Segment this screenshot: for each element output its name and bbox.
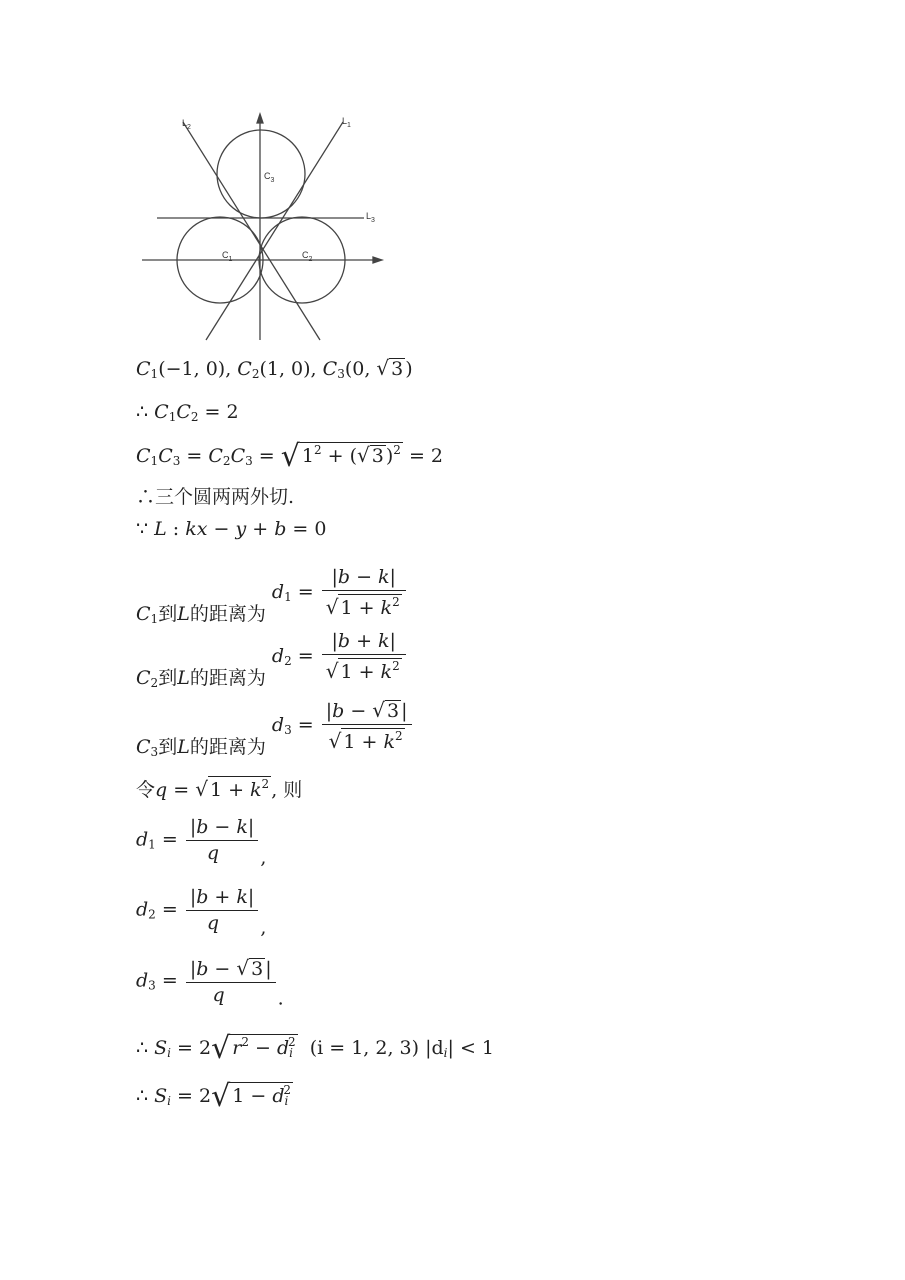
x-axis-arrow [373, 257, 382, 263]
label-c1: $C_1$ [222, 250, 233, 263]
circle-c3 [217, 130, 305, 218]
line-l1 [206, 122, 343, 340]
label-l1: $L_1$ [342, 116, 351, 129]
d3-q-line: $d_3$ = $\frac{|b - √ 3 |}{q}$ . [136, 956, 284, 1010]
d1-line: $C_1$到L的距离为 $d_1$ = $\frac{|b - k|}{√ 1 + k^2}$ [136, 568, 408, 625]
si-final-line: ∴ $S_i = 2√$ $1 - d_i^2$ [136, 1079, 291, 1114]
d2-q-line: $d_2$ = $\frac{|b + k|}{q}$ , [136, 886, 267, 939]
d3-line: $C_3$到L的距离为 $d_3$ = $\frac{|b - √ 3 |}{√ 1 + k^2}$ [136, 700, 414, 758]
c1c2-line: ∴ $C_1C_2 = 2$ [136, 401, 239, 424]
d2-line: $C_2$到L的距离为 $d_2$ = $\frac{|b + k|}{√ 1 + k^2}$ [136, 632, 408, 689]
geometry-figure [0, 0, 905, 350]
line-l2 [183, 122, 320, 340]
tangent-line: ∴三个圆两两外切. [136, 486, 295, 508]
c1c3-line: $C_1C_3 = C_2C_3$ = √ $1^2$ + (√ 3 )$^2$ = 2 [136, 439, 444, 474]
let-q-line: 令q = √ $1 + k^2$ , 则 [136, 777, 303, 801]
d1-q-line: $d_1$ = $\frac{|b - k|}{q}$ , [136, 816, 267, 869]
y-axis-arrow [257, 114, 263, 123]
label-l3: $L_3$ [366, 211, 375, 224]
label-c2: $C_2$ [302, 250, 313, 263]
label-c3: $C_3$ [264, 171, 275, 184]
centers-line: $C_1(-1$, 0), $C_2(1$, 0), $C_3(0$, √ 3 ) [136, 356, 413, 381]
si-line: ∴ $S_i = 2√$ $r^2 - d_i^2$ (i = 1, 2, 3) $|d_i| < 1$ [136, 1031, 494, 1066]
label-l2: $L_2$ [182, 118, 191, 131]
line-equation: ∵ L : kx − y + b = 0 [136, 518, 327, 540]
